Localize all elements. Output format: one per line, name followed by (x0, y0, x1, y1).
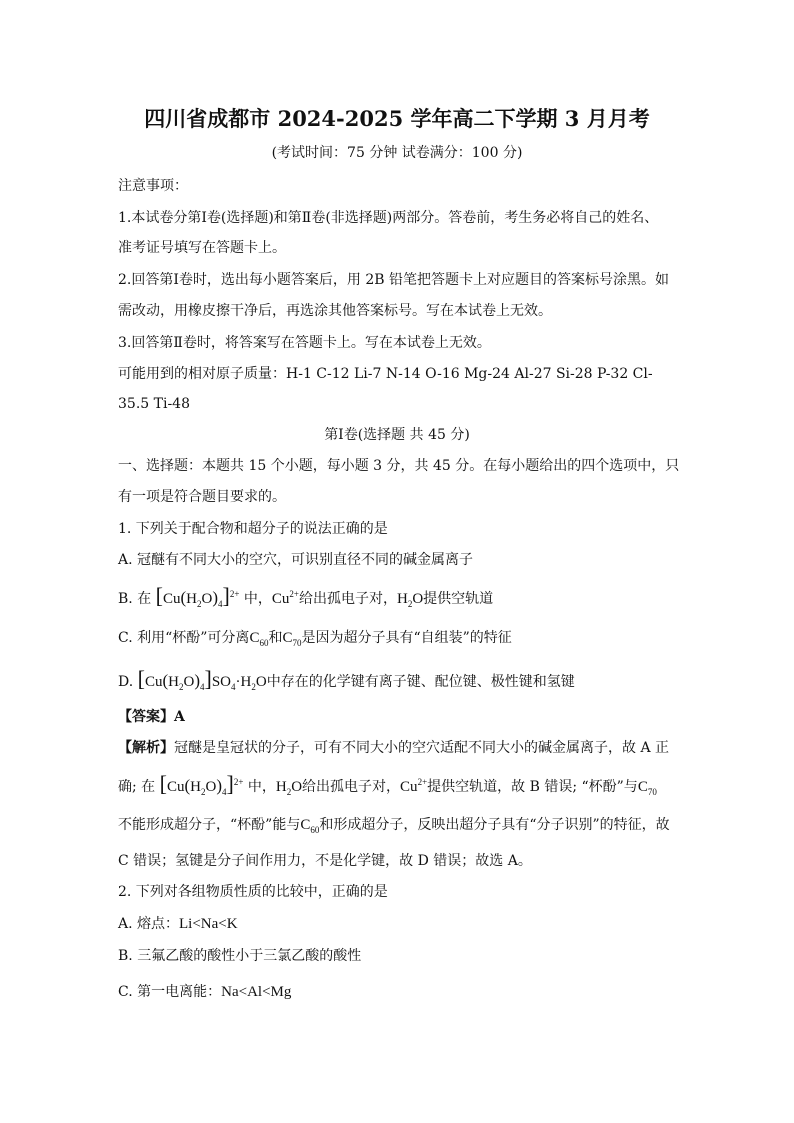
q1-analysis-line2: 确; 在 $[Cu(H_2O)_4]^{2+}$ 中，$H_2O$给出孤电子对，$Cu^{2+}$提供空轨道，故 B 错误; “杯酚”与$C_{70}$ (118, 771, 657, 797)
notice-item1-line1: 1.本试卷分第Ⅰ卷(选择题)和第Ⅱ卷(非选择题)两部分。答卷前，考生务必将自己的姓名、 (118, 210, 659, 226)
q1-analysis-line3: 不能形成超分子，“杯酚”能与$C_{60}$和形成超分子，反映出超分子具有“分子识别”的特征，故 (118, 817, 670, 835)
atomic-mass-line2: 35.5 Ti-48 (118, 396, 190, 412)
q1-option-d: D. $[Cu(H_2O)_4]SO_4\cdot H_2O$中存在的化学键有离子键、配位键、极性键和氢键 (118, 666, 575, 692)
part1-line2: 有一项是符合题目要求的。 (118, 489, 286, 505)
notice-item3: 3.回答第Ⅱ卷时，将答案写在答题卡上。写在本试卷上无效。 (118, 335, 491, 351)
q1-option-b: B. 在 $[Cu(H_2O)_4]^{2+}$ 中，$Cu^{2+}$给出孤电子对，$H_2O$提供空轨道 (118, 583, 494, 609)
formula-complex-salt: $[Cu(H_2O)_4]SO_4\cdot H_2O$ (137, 666, 267, 692)
q1-analysis-line4: C 错误；氢键是分子间作用力，不是化学键，故 D 错误；故选 A。 (118, 853, 532, 869)
atomic-mass-line1: 可能用到的相对原子质量：H-1 C-12 Li-7 N-14 O-16 Mg-24 Al-27 Si-28 P-32 Cl- (118, 366, 653, 382)
notice-item1-line2: 准考证号填写在答题卡上。 (118, 240, 286, 256)
q2-option-c: C. 第一电离能：Na<Al<Mg (118, 984, 292, 1000)
notice-item2-line2: 需改动，用橡皮擦干净后，再选涂其他答案标号。写在本试卷上无效。 (118, 303, 552, 319)
q1-stem: 1. 下列关于配合物和超分子的说法正确的是 (118, 521, 388, 537)
q1-answer: 【答案】A (118, 709, 185, 725)
section-title: 第Ⅰ卷(选择题 共 45 分) (324, 427, 470, 443)
q1-option-c: C. 利用“杯酚”可分离$C_{60}$和$C_{70}$是因为超分子具有“自组装”的特征 (118, 630, 512, 648)
page-title: 四川省成都市 2024-2025 学年高二下学期 3 月月考 (144, 106, 650, 131)
q1-analysis-line1: 【解析】冠醚是皇冠状的分子，可有不同大小的空穴适配不同大小的碱金属离子，故 A 正 (118, 740, 670, 756)
q2-stem: 2. 下列对各组物质性质的比较中，正确的是 (118, 884, 388, 900)
q2-option-b: B. 三氟乙酸的酸性小于三氯乙酸的酸性 (118, 948, 362, 964)
part1-line1: 一、选择题：本题共 15 个小题，每小题 3 分，共 45 分。在每小题给出的四个选项中，只 (118, 458, 680, 474)
notice-item2-line1: 2.回答第Ⅰ卷时，选出每小题答案后，用 2B 铅笔把答题卡上对应题目的答案标号涂黑。如 (118, 272, 669, 288)
q1-option-a: A. 冠醚有不同大小的空穴，可识别直径不同的碱金属离子 (118, 552, 474, 568)
q2-option-a: A. 熔点：Li<Na<K (118, 916, 238, 932)
notice-heading: 注意事项： (118, 178, 188, 194)
exam-subtitle: (考试时间：75 分钟 试卷满分：100 分) (271, 145, 523, 161)
formula-complex-ion: $[Cu(H_2O)_4]^{2+}$ (155, 583, 240, 609)
